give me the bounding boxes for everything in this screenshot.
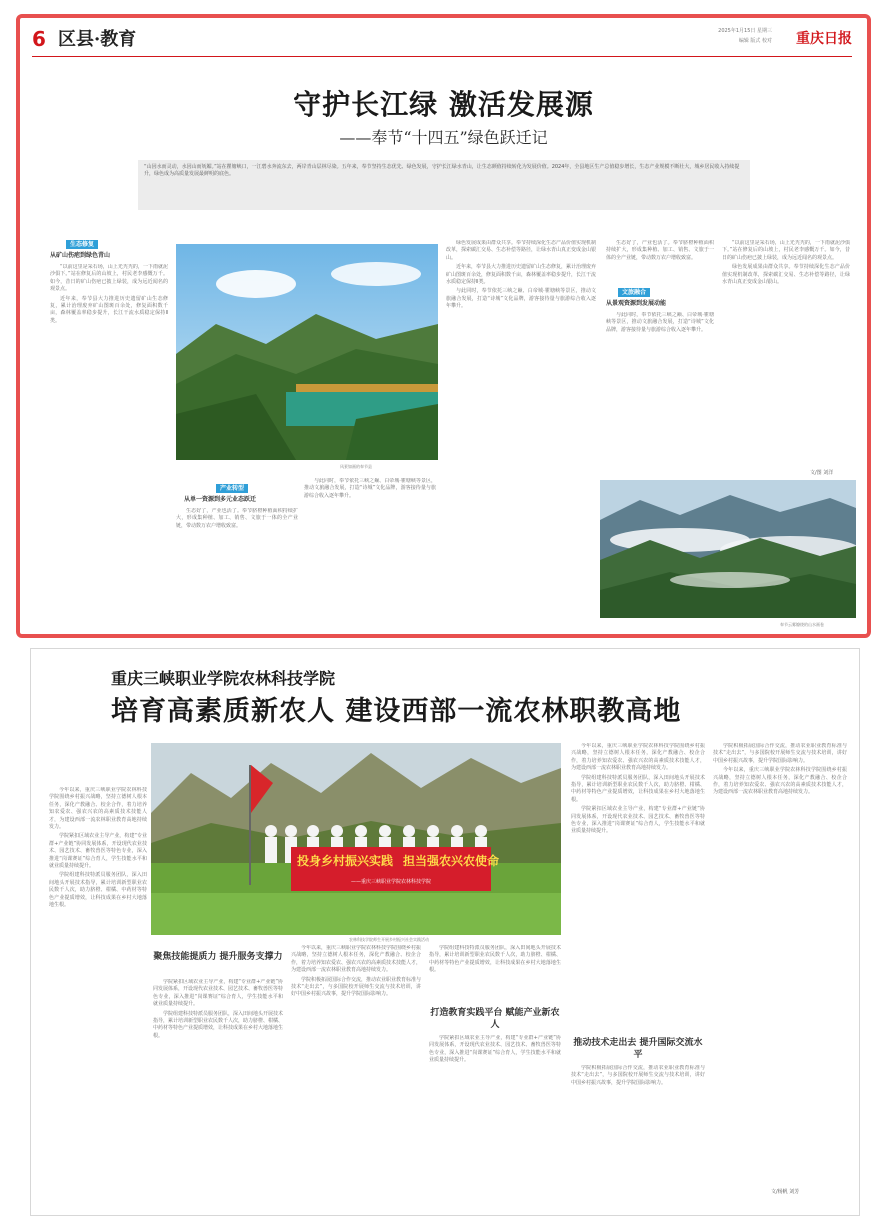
photo-caption: 奉节云雾缭绕的山水画卷 — [780, 622, 824, 627]
headline: 培育高素质新农人 建设西部一流农林职教高地 — [111, 696, 682, 727]
text-column: 学院组建科技特派员服务团队，深入田间地头开展技术指导，累计培训新型职业农民数千人次，助力脐橙、柑橘、中药材等特色产业提质增效，让科技成果在乡村大地落地生根。 — [429, 945, 561, 974]
section-tag: 产业转型 — [216, 484, 248, 493]
section-tag: 文旅融合 — [618, 288, 650, 297]
text-column: 与此同时，奉节依托三峡之巅、白帝城·瞿塘峡等景区，推动文旅融合发展，打造“诗城”文化品牌，游客接待量与旅游综合收入逐年攀升。 — [304, 478, 436, 499]
text-column: 学院紧扣区域农业主导产业，构建“专业群+产业链”协同发展体系，开设现代农业技术、园艺技术、畜牧兽医等特色专业，深入推进“岗课赛证”综合育人，学生技能水平和就业质量持续提升。 — [429, 1035, 561, 1064]
top-article — [16, 14, 871, 638]
text-column: 生态好了，产业也活了。奉节脐橙种植面积持续扩大，形成集种植、加工、销售、文旅于一体的全产业链，带动数万农户增收致富。 — [176, 508, 298, 529]
organization-name: 重庆三峡职业学院农林科技学院 — [111, 669, 336, 688]
text-column: 与此同时，奉节依托三峡之巅、白帝城·瞿塘峡等景区，推动文旅融合发展，打造“诗城”文化品牌，游客接待量与旅游综合收入逐年攀升。 — [606, 312, 714, 333]
subhead: 打造教育实践平台 赋能产业新农人 — [430, 1008, 560, 1030]
page-number: 6 — [32, 27, 46, 51]
text-column: 绿色发展成果由群众共享。奉节持续深化生态产品价值实现机制改革，探索碳汇交易、生态补偿等路径，让绿水青山真正变成金山银山。 近年来，奉节县大力推进历史遗留矿山生态修复，累计治理废弃矿山图斑百余处，修复面积数千亩，森林覆盖率稳步提升，长江干流水质稳定保持Ⅱ类。 与此同时，奉节依托三峡之巅、白帝城·瞿塘峡等景区，推动文旅融合发展，打造“诗城”文化品牌，游客接待量与旅游综合收入逐年攀升。 — [446, 240, 596, 310]
subheadline: ——奉节“十四五”绿色跃迁记 — [339, 128, 548, 147]
text-column: 今年以来，重庆三峡职业学院农林科技学院围绕乡村振兴战略，坚持立德树人根本任务，深化产教融合、校企合作，着力培养知农爱农、强农兴农的高素质技术技能人才，为建设西部一流农林职业教育高地持续发力。 学院紧扣区域农业主导产业，构建“专业群+产业链”协同发展体系，开设现代农业技术、园艺技术、畜牧兽医等特色专业，深入推进“岗课赛证”综合育人，学生技能水平和就业质量持续提升。 学院组建科技特派员服务团队，深入田间地头开展技术指导，累计培训新型职业农民数千人次，助力脐橙、柑橘、中药材等特色产业提质增效，让科技成果在乡村大地落地生根。 — [49, 787, 147, 909]
subhead: 聚焦技能提质力 提升服务支撑力 — [153, 952, 283, 962]
section-tag: 生态修复 — [66, 240, 98, 249]
landscape-image-icon — [176, 244, 438, 460]
text-column: 今年以来，重庆三峡职业学院农林科技学院围绕乡村振兴战略，坚持立德树人根本任务，深化产教融合、校企合作，着力培养知农爱农、强农兴农的高素质技术技能人才，为建设西部一流农林职业教育高地持续发力。 学院组建科技特派员服务团队，深入田间地头开展技术指导，累计培训新型职业农民数千人次，助力脐橙、柑橘、中药材等特色产业提质增效，让科技成果在乡村大地落地生根。 学院紧扣区域农业主导产业，构建“专业群+产业链”协同发展体系，开设现代农业技术、园艺技术、畜牧兽医等特色专业，深入推进“岗课赛证”综合育人，学生技能水平和就业质量持续提升。 — [571, 743, 705, 835]
banner-slogan-2: 担当强农兴农使命 — [403, 854, 500, 868]
section-tag-subtitle: 从单一资源到多元业态跃迁 — [184, 496, 257, 503]
lead-paragraph: “山因水而灵动，水因山而妩媚。”站在瞿塘峡口，一江碧水奔流东去，两岸青山层林尽染。五年来，奉节坚持生态优先、绿色发展，守护长江绿水青山，让生态颜值持续转化为发展价值。2024年，全县地区生产总值稳步增长，生态产业规模不断壮大，城乡居民收入持续提升，绿色成为高质量发展最鲜明的底色。 — [138, 160, 750, 210]
banner-small-text: ——重庆三峡职业学院农林科技学院 — [351, 879, 432, 885]
landscape-image-icon — [600, 480, 856, 618]
subhead: 推动技术走出去 提升国际交流水平 — [573, 1038, 703, 1060]
text-column: 学院积极拓展国际合作交流，推动农业职业教育标准与技术“走出去”，与多国院校开展师生交流与技术培训，讲好中国乡村振兴故事，提升学院国际影响力。 — [571, 1065, 705, 1086]
author-byline: 文/图 刘洋 — [810, 470, 834, 476]
issue-line: 编辑 版式 校对 — [738, 38, 772, 44]
date-line: 2025年1月15日 星期三 — [718, 28, 772, 34]
paper-name: 重庆日报 — [796, 31, 852, 47]
text-column: “以前这里是采石场，山上光秃秃的，一下雨就泥沙俱下。”站在修复后的山坡上，村民老李感慨万千。如今，昔日的矿山伤疤已披上绿装，成为远近闻名的观景点。 近年来，奉节县大力推进历史遗留矿山生态修复，累计治理废弃矿山图斑百余处，修复面积数千亩，森林覆盖率稳步提升，长江干流水质稳定保持Ⅱ类。 — [50, 264, 168, 324]
section-label: 区县·教育 — [58, 29, 137, 50]
text-column: 生态好了，产业也活了。奉节脐橙种植面积持续扩大，形成集种植、加工、销售、文旅于一体的全产业链，带动数万农户增收致富。 — [606, 240, 714, 261]
banner-slogan-1: 投身乡村振兴实践 — [297, 854, 394, 868]
headline: 守护长江绿 激活发展源 — [293, 88, 594, 121]
group-photo-image-icon — [151, 743, 561, 935]
photo-caption: 农林科技学院师生开展乡村振兴社会实践活动 — [349, 937, 429, 942]
page-masthead — [32, 26, 852, 57]
text-column: “以前这里是采石场，山上光秃秃的，一下雨就泥沙俱下。”站在修复后的山坡上，村民老李感慨万千。如今，昔日的矿山伤疤已披上绿装，成为远近闻名的观景点。 绿色发展成果由群众共享。奉节持续深化生态产品价值实现机制改革，探索碳汇交易、生态补偿等路径，让绿水青山真正变成金山银山。 — [722, 240, 850, 286]
text-column: 今年以来，重庆三峡职业学院农林科技学院围绕乡村振兴战略，坚持立德树人根本任务，深化产教融合、校企合作，着力培养知农爱农、强农兴农的高素质技术技能人才，为建设西部一流农林职业教育高地持续发力。 学院积极拓展国际合作交流，推动农业职业教育标准与技术“走出去”，与多国院校开展师生交流与技术培训，讲好中国乡村振兴故事，提升学院国际影响力。 — [291, 945, 421, 998]
bottom-article — [30, 648, 860, 1216]
section-tag-subtitle: 从景观资源到发展动能 — [606, 300, 667, 307]
photo-mountain-lake — [176, 244, 438, 460]
text-column: 学院积极拓展国际合作交流，推动农业职业教育标准与技术“走出去”，与多国院校开展师生交流与技术培训，讲好中国乡村振兴故事，提升学院国际影响力。 今年以来，重庆三峡职业学院农林科技学院围绕乡村振兴战略，坚持立德树人根本任务，深化产教融合、校企合作，着力培养知农爱农、强农兴农的高素质技术技能人才，为建设西部一流农林职业教育高地持续发力。 — [713, 743, 847, 796]
photo-caption: 风景如画的奉节县 — [340, 464, 372, 469]
text-column: 学院紧扣区域农业主导产业，构建“专业群+产业链”协同发展体系，开设现代农业技术、园艺技术、畜牧兽医等特色专业，深入推进“岗课赛证”综合育人，学生技能水平和就业质量持续提升。 学院组建科技特派员服务团队，深入田间地头开展技术指导，累计培训新型职业农民数千人次，助力脐橙、柑橘、中药材等特色产业提质增效，让科技成果在乡村大地落地生根。 — [153, 979, 283, 1039]
author-byline: 文/杨帆 刘芳 — [771, 1189, 800, 1195]
photo-misty-mountains — [600, 480, 856, 618]
section-tag-subtitle: 从矿山伤疤到绿色青山 — [50, 252, 111, 259]
photo-group-field — [151, 743, 561, 935]
